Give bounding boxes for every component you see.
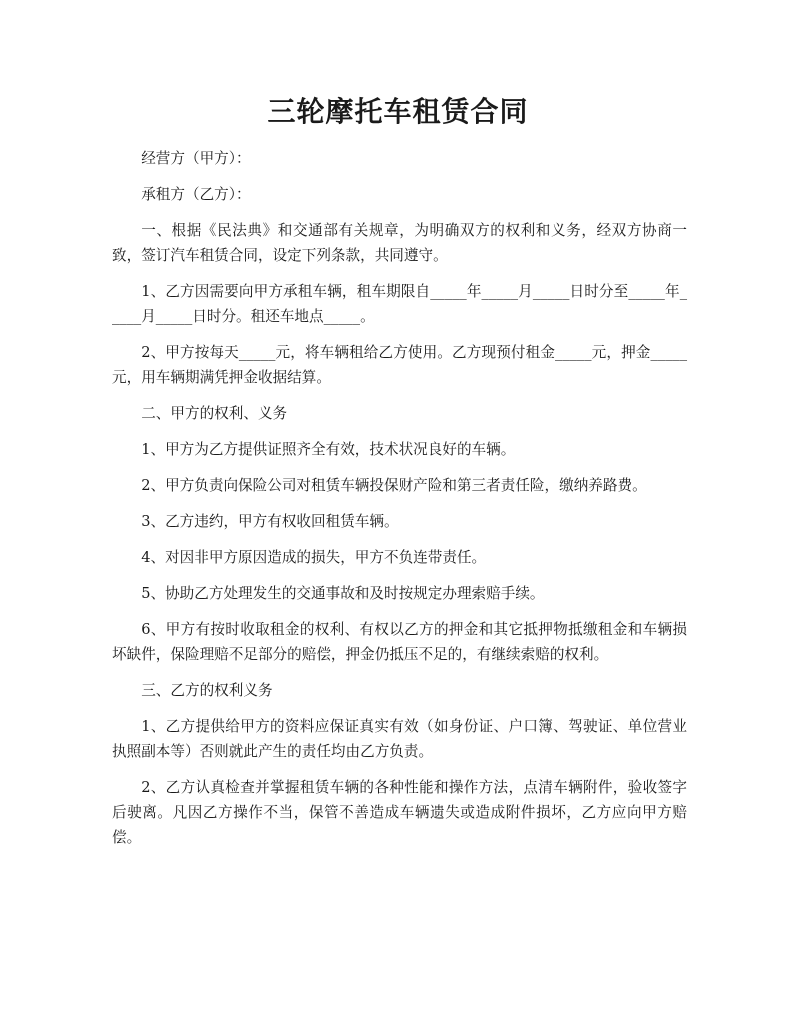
document-title: 三轮摩托车租赁合同 — [267, 95, 529, 128]
clause-a-2: 2、甲方负责向保险公司对租赁车辆投保财产险和第三者责任险，缴纳养路费。 — [141, 477, 647, 494]
clause-a-3: 3、乙方违约，甲方有权收回租赁车辆。 — [141, 513, 399, 530]
section-1-intro: 一、根据《民法典》和交通部有关规章，为明确双方的权利和义务，经双方协商一致，签订汽车租赁合同，设定下列条款，共同遵守。 — [112, 222, 687, 264]
section-3-heading: 三、乙方的权利义务 — [141, 682, 273, 699]
clause-a-6: 6、甲方有按时收取租金的权利、有权以乙方的押金和其它抵押物抵缴租金和车辆损坏缺件，保险理赔不足部分的赔偿，押金仍抵压不足的，有继续索赔的权利。 — [112, 621, 687, 663]
clause-rental-period: 1、乙方因需要向甲方承租车辆，租车期限自_____年_____月_____日时分至_____年_____月_____日时分。租还车地点_____。 — [112, 283, 687, 325]
clause-b-1: 1、乙方提供给甲方的资料应保证真实有效（如身份证、户口簿、驾驶证、单位营业执照副本等）否则就此产生的责任均由乙方负责。 — [112, 718, 687, 760]
party-a-line: 经营方（甲方）： — [141, 150, 251, 167]
section-2-heading: 二、甲方的权利、义务 — [141, 405, 288, 422]
clause-rent-deposit: 2、甲方按每天_____元，将车辆租给乙方使用。乙方现预付租金_____元，押金_____元，用车辆期满凭押金收据结算。 — [112, 344, 687, 386]
document-body — [112, 146, 687, 861]
clause-a-1: 1、甲方为乙方提供证照齐全有效，技术状况良好的车辆。 — [141, 441, 516, 458]
clause-a-4: 4、对因非甲方原因造成的损失，甲方不负连带责任。 — [141, 549, 487, 566]
clause-b-2: 2、乙方认真检查并掌握租赁车辆的各种性能和操作方法，点清车辆附件，验收签字后驶离。凡因乙方操作不当，保管不善造成车辆遗失或造成附件损坏，乙方应向甲方赔偿。 — [112, 779, 687, 846]
clause-a-5: 5、协助乙方处理发生的交通事故和及时按规定办理索赔手续。 — [141, 585, 545, 602]
party-b-line: 承租方（乙方）： — [141, 186, 251, 203]
